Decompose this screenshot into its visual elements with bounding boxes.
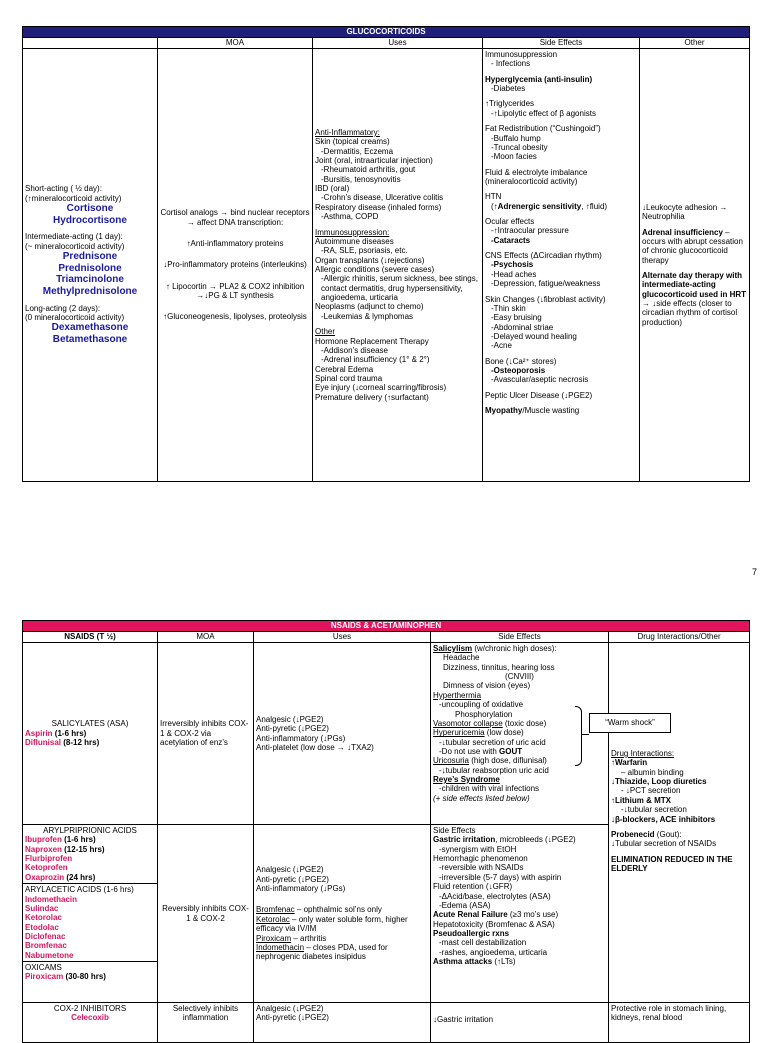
- col-header-side-effects: Side Effects: [483, 38, 640, 49]
- drug-name: Ibuprofen (1-6 hrs): [25, 835, 96, 845]
- drug-name: Etodolac: [25, 922, 59, 932]
- side-effect-item: -reversible with NSAIDs: [439, 863, 524, 873]
- drug-class-label: COX-2 INHIBITORS: [53, 1004, 127, 1013]
- interaction-item: -↓tubular secretion: [621, 805, 687, 815]
- side-effect-item: -Head aches: [491, 269, 537, 279]
- drug-name: Aspirin (1-6 hrs): [25, 728, 87, 738]
- col-header-blank: [23, 38, 158, 49]
- side-effect-item: HTN: [485, 192, 502, 202]
- side-effect-item: (+ side effects listed below): [433, 793, 530, 803]
- glucocorticoids-table: [22, 26, 750, 482]
- drug-name: Indomethacin: [25, 894, 78, 904]
- warm-shock-bracket: [575, 706, 582, 766]
- interaction-item: - ↓PCT secretion: [621, 786, 681, 796]
- uses-item: Neoplasms (adjunct to chemo): [315, 302, 424, 312]
- interaction-item: ↓Tubular secretion of NSAIDs: [611, 839, 717, 849]
- side-effect-item: -Avascular/aseptic necrosis: [491, 375, 589, 385]
- uses-item: Respiratory disease (inhaled forms): [315, 202, 442, 212]
- drug-list-cell: [23, 49, 158, 482]
- drug-name: Nabumetone: [25, 950, 74, 960]
- uses-item: -Asthma, COPD: [321, 212, 379, 222]
- moa-text: ↑ Lipocortin → PLA2 & COX2 inhibition →↓PG & LT synthesis: [165, 281, 305, 301]
- side-effect-item: -Truncal obesity: [491, 142, 548, 152]
- side-effect-item: -Depression, fatigue/weakness: [491, 279, 601, 289]
- uses-item: Spinal cord trauma: [315, 373, 383, 383]
- uses-item: Eye injury (↓corneal scarring/fibrosis): [315, 383, 447, 393]
- side-effect-item: (CNVIII): [505, 672, 534, 682]
- drug-name: Sulindac: [25, 903, 59, 913]
- drug-name: Prednisone: [62, 250, 118, 262]
- uses-item: Indomethacin – closes PDA, used for nephrogenic diabetes insipidus: [256, 942, 388, 962]
- drug-class-label: SALICYLATES (ASA): [51, 719, 129, 729]
- uses-cell: [313, 49, 483, 482]
- side-effect-item: -irreversible (5-7 days) with aspirin: [439, 872, 562, 882]
- interaction-item: – albumin binding: [621, 767, 684, 777]
- side-effect-item: -Thin skin: [491, 303, 526, 313]
- salicylates-uses: [254, 643, 431, 825]
- interaction-item: ↓β-blockers, ACE inhibitors: [611, 814, 716, 824]
- col-header-nsaids: NSAIDS (T ½): [23, 632, 158, 643]
- uses-item: Organ transplants (↓rejections): [315, 255, 425, 265]
- side-effect-item: Headache: [443, 653, 480, 663]
- moa-text: ↑Gluconeogenesis, lipolyses, proteolysis: [163, 312, 307, 322]
- uses-item: Ketorolac – only water soluble form, higher efficacy via IV/IM: [256, 914, 408, 934]
- drug-name: Cortisone: [66, 202, 114, 214]
- side-effect-item: -↑Intraocular pressure: [491, 226, 569, 236]
- side-effect-item: -children with viral infections: [439, 784, 540, 794]
- drug-name: Celecoxib: [71, 1013, 109, 1023]
- nsaid-classes-side-effects: [431, 825, 609, 1003]
- side-effect-item: Phosphorylation: [455, 709, 513, 719]
- drug-class-label: OXICAMS: [25, 963, 62, 973]
- side-effect-item: -Abdominal striae: [491, 322, 554, 332]
- drug-name: Methylprednisolone: [42, 286, 138, 298]
- side-effect-item: Hyperuricemia (low dose): [433, 728, 524, 738]
- moa-cell: [158, 49, 313, 482]
- drug-name: Flurbiprofen: [25, 854, 73, 864]
- cox2-moa: Selectively inhibits inflammation: [158, 1003, 254, 1043]
- side-effect-item: -uncoupling of oxidative: [439, 700, 524, 710]
- drug-class-label: ARYLPRIPRIONIC ACIDS: [43, 826, 137, 835]
- long-acting-note: (0 mineralocorticoid activity): [25, 313, 125, 323]
- side-effect-item: Hepatotoxicity (Bromfenac & ASA): [433, 919, 555, 929]
- side-effect-item: -rashes, angioedema, urticaria: [439, 947, 548, 957]
- side-effect-item: Hemorrhagic phenomenon: [433, 854, 528, 864]
- uses-item: -Addison’s disease: [321, 345, 389, 355]
- side-effect-item: Skin Changes (↓fibroblast activity): [485, 294, 606, 304]
- side-effect-item: -Psychosis: [491, 260, 534, 270]
- col-header-moa: MOA: [158, 632, 254, 643]
- cox2-uses: [254, 1003, 431, 1043]
- salicylates-moa: Irreversibly inhibits COX-1 & COX-2 via acetylation of enz’s: [158, 643, 254, 825]
- uses-item: Allergic conditions (severe cases): [315, 265, 435, 274]
- uses-item: Cerebral Edema: [315, 364, 374, 374]
- glucocorticoids-title: GLUCOCORTICOIDS: [23, 27, 750, 38]
- drug-name: Hydrocortisone: [53, 214, 127, 226]
- side-effect-item: Acute Renal Failure (≥3 mo’s use): [433, 910, 559, 920]
- cox2-other: Protective role in stomach lining, kidneys, renal blood: [609, 1003, 750, 1043]
- long-acting-label: Long-acting (2 days):: [25, 303, 101, 313]
- cox2-cell: [23, 1003, 158, 1043]
- side-effect-item: -Moon facies: [491, 152, 537, 162]
- other-item: Adrenal insufficiency – occurs with abrupt cessation of chronic glucocorticoid therapy: [642, 227, 743, 265]
- side-effect-item: -Do not use with GOUT: [439, 746, 523, 756]
- uses-item: -RA, SLE, psoriasis, etc.: [321, 246, 408, 256]
- other-item: ↓Leukocyte adhesion → Neutrophilia: [642, 202, 728, 222]
- page-number: 7: [752, 567, 758, 577]
- side-effect-item: Dizziness, tinnitus, hearing loss: [443, 662, 555, 672]
- side-effect-item: -↓tubular reabsorption uric acid: [439, 765, 549, 775]
- side-effect-item: Reye’s Syndrome: [433, 775, 500, 785]
- side-effect-item: Gastric irritation, microbleeds (↓PGE2): [433, 835, 576, 845]
- side-effect-item: ↑Triglycerides: [485, 99, 535, 109]
- uses-item: Analgesic (↓PGE2): [256, 865, 324, 875]
- uses-item: Premature delivery (↑surfactant): [315, 392, 429, 402]
- uses-item: Analgesic (↓PGE2): [256, 1004, 324, 1013]
- nsaid-classes-uses: [254, 825, 431, 1003]
- uses-subheading: Immunosuppression:: [315, 227, 390, 237]
- intermediate-acting-label: Intermediate-acting (1 day):: [25, 232, 123, 242]
- uses-item: Anti-pyretic (↓PGE2): [256, 724, 329, 734]
- interaction-item: Probenecid (Gout):: [611, 829, 682, 839]
- interactions-heading: Drug Interactions:: [611, 749, 675, 758]
- col-header-interactions: Drug Interactions/Other: [609, 632, 750, 643]
- side-effect-heading: Side Effects: [433, 826, 476, 835]
- drug-name: Dexamethasone: [51, 322, 129, 334]
- drug-class-label: ARYLACETIC ACIDS (1-6 hrs): [25, 885, 134, 895]
- side-effect-item: CNS Effects (ΔCircadian rhythm): [485, 251, 602, 261]
- side-effect-item: Immunosuppression: [485, 50, 558, 59]
- drug-name: Diclofenac: [25, 931, 66, 941]
- side-effect-item: (↑Adrenergic sensitivity, ↑fluid): [491, 201, 608, 211]
- side-effect-item: Myopathy/Muscle wasting: [485, 406, 580, 416]
- uses-item: Joint (oral, intraarticular injection): [315, 156, 433, 166]
- cox2-side-effects: ↓Gastric irritation: [431, 1003, 609, 1043]
- side-effect-item: -↑Lipolytic effect of β agonists: [491, 108, 596, 118]
- uses-item: Skin (topical creams): [315, 137, 390, 147]
- other-item: Alternate day therapy with intermediate-acting glucocorticoid used in HRT → ↓side effects (closer to circadian rhythm of cortisol production): [642, 271, 747, 327]
- drug-name: Bromfenac: [25, 941, 67, 951]
- side-effect-item: -Edema (ASA): [439, 900, 491, 910]
- side-effect-item: Peptic Ulcer Disease (↓PGE2): [485, 390, 593, 400]
- col-header-side-effects: Side Effects: [431, 632, 609, 643]
- side-effect-item: -↓tubular secretion of uric acid: [439, 737, 546, 747]
- uses-item: -Rheumatoid arthritis, gout: [321, 165, 416, 175]
- moa-text: ↓Pro-inflammatory proteins (interleukins): [163, 260, 307, 270]
- side-effect-item: -ΔAcid/base, electrolytes (ASA): [439, 891, 551, 901]
- side-effect-item: -Osteoporosis: [491, 366, 546, 376]
- uses-item: Analgesic (↓PGE2): [256, 714, 324, 724]
- other-cell: [640, 49, 750, 482]
- nsaids-title: NSAIDS & ACETAMINOPHEN: [23, 621, 750, 632]
- drug-name: Betamethasone: [52, 334, 128, 346]
- elimination-note: ELIMINATION REDUCED IN THE ELDERLY: [611, 854, 733, 873]
- drug-name: Oxaprozin (24 hrs): [25, 872, 96, 882]
- col-header-uses: Uses: [313, 38, 483, 49]
- interaction-item: ↑Warfarin: [611, 758, 648, 768]
- uses-item: -Dermatitis, Eczema: [321, 146, 394, 156]
- side-effect-item: Fluid & electrolyte imbalance (mineralocorticoid activity): [485, 167, 588, 186]
- drug-name: Ketorolac: [25, 913, 62, 923]
- uses-item: -Leukemias & lymphomas: [321, 311, 414, 321]
- nsaids-table: [22, 620, 750, 1043]
- uses-item: IBD (oral): [315, 184, 350, 194]
- uses-item: -Adrenal insufficiency (1° & 2°): [321, 355, 430, 365]
- side-effect-item: Uricosuria (high dose, diflunisal): [433, 756, 547, 766]
- uses-item: Anti-inflammatory (↓PGs): [256, 884, 346, 894]
- uses-item: -Crohn’s disease, Ulcerative colitis: [321, 193, 444, 203]
- warm-shock-connector: [581, 734, 589, 735]
- salicylates-cell: [23, 643, 158, 825]
- col-header-moa: MOA: [158, 38, 313, 49]
- side-effect-item: Hyperthermia: [433, 690, 482, 700]
- side-effect-item: Ocular effects: [485, 217, 535, 227]
- moa-text: ↑Anti-inflammatory proteins: [186, 238, 284, 248]
- side-effect-item: -Cataracts: [491, 235, 531, 245]
- uses-item: Anti-inflammatory (↓PGs): [256, 733, 346, 743]
- side-effect-item: - Infections: [491, 59, 531, 69]
- nsaid-classes-moa: Reversibly inhibits COX-1 & COX-2: [158, 825, 254, 1003]
- side-effect-item: -synergism with EtOH: [439, 844, 517, 854]
- uses-item: Anti-pyretic (↓PGE2): [256, 1013, 329, 1023]
- warm-shock-callout: “Warm shock”: [589, 713, 671, 733]
- uses-item: -Bursitis, tenosynovitis: [321, 174, 401, 184]
- col-header-uses: Uses: [254, 632, 431, 643]
- short-acting-label: Short-acting ( ½ day):: [25, 184, 102, 194]
- side-effect-item: Bone (↓Ca²⁺ stores): [485, 356, 557, 366]
- interaction-item: ↓Thiazide, Loop diuretics: [611, 777, 707, 787]
- uses-item: Anti-platelet (low dose → ↓TXA2): [256, 742, 374, 752]
- side-effect-item: Asthma attacks (↑LTs): [433, 957, 516, 967]
- side-effect-item: -Acne: [491, 341, 512, 351]
- col-header-other: Other: [640, 38, 750, 49]
- uses-subheading: Other: [315, 327, 336, 337]
- drug-name: Piroxicam (30-80 hrs): [25, 972, 106, 982]
- side-effect-item: Pseudoallergic rxns: [433, 928, 510, 938]
- side-effect-item: -mast cell destabilization: [439, 938, 527, 948]
- side-effect-item: Salicylism (w/chronic high doses):: [433, 644, 557, 653]
- side-effects-cell: [483, 49, 640, 482]
- side-effect-item: Hyperglycemia (anti-insulin): [485, 74, 593, 84]
- drug-interactions-cell: [609, 643, 750, 1003]
- uses-item: Bromfenac – ophthalmic sol’ns only: [256, 905, 382, 915]
- side-effect-item: -Diabetes: [491, 84, 526, 94]
- side-effect-item: -Easy bruising: [491, 313, 542, 323]
- uses-item: Hormone Replacement Therapy: [315, 336, 429, 346]
- side-effect-item: -Delayed wound healing: [491, 331, 577, 341]
- drug-name: Naproxen (12-15 hrs): [25, 844, 105, 854]
- intermediate-acting-note: (~ mineralocorticoid activity): [25, 241, 125, 251]
- nsaid-classes-cell: [23, 825, 158, 1003]
- drug-name: Prednisolone: [58, 262, 122, 274]
- short-acting-note: (↑mineralocorticoid activity): [25, 193, 122, 203]
- side-effect-item: -Buffalo hump: [491, 133, 541, 143]
- uses-item: Piroxicam – arthritis: [256, 933, 327, 943]
- moa-text: Cortisol analogs → bind nuclear receptors → affect DNA transcription:: [160, 208, 310, 227]
- interaction-item: ↑Lithium & MTX: [611, 795, 671, 805]
- drug-name: Ketoprofen: [25, 863, 68, 873]
- uses-subheading: Anti-Inflammatory:: [315, 127, 380, 137]
- uses-item: Autoimmune diseases: [315, 236, 394, 246]
- side-effect-item: Fat Redistribution (“Cushingoid”): [485, 124, 601, 134]
- drug-name: Diflunisal (8-12 hrs): [25, 738, 100, 748]
- uses-item: Anti-pyretic (↓PGE2): [256, 874, 329, 884]
- side-effect-item: Fluid retention (↓GFR): [433, 882, 513, 892]
- side-effect-item: Dimness of vision (eyes): [443, 681, 531, 691]
- drug-name: Triamcinolone: [56, 274, 124, 286]
- uses-item: -Allergic rhinitis, serum sickness, bee stings, contact dermatitis, drug hypersensitivity, angioedema, urticaria: [321, 274, 478, 303]
- side-effect-item: Vasomotor collapse (toxic dose): [433, 718, 547, 728]
